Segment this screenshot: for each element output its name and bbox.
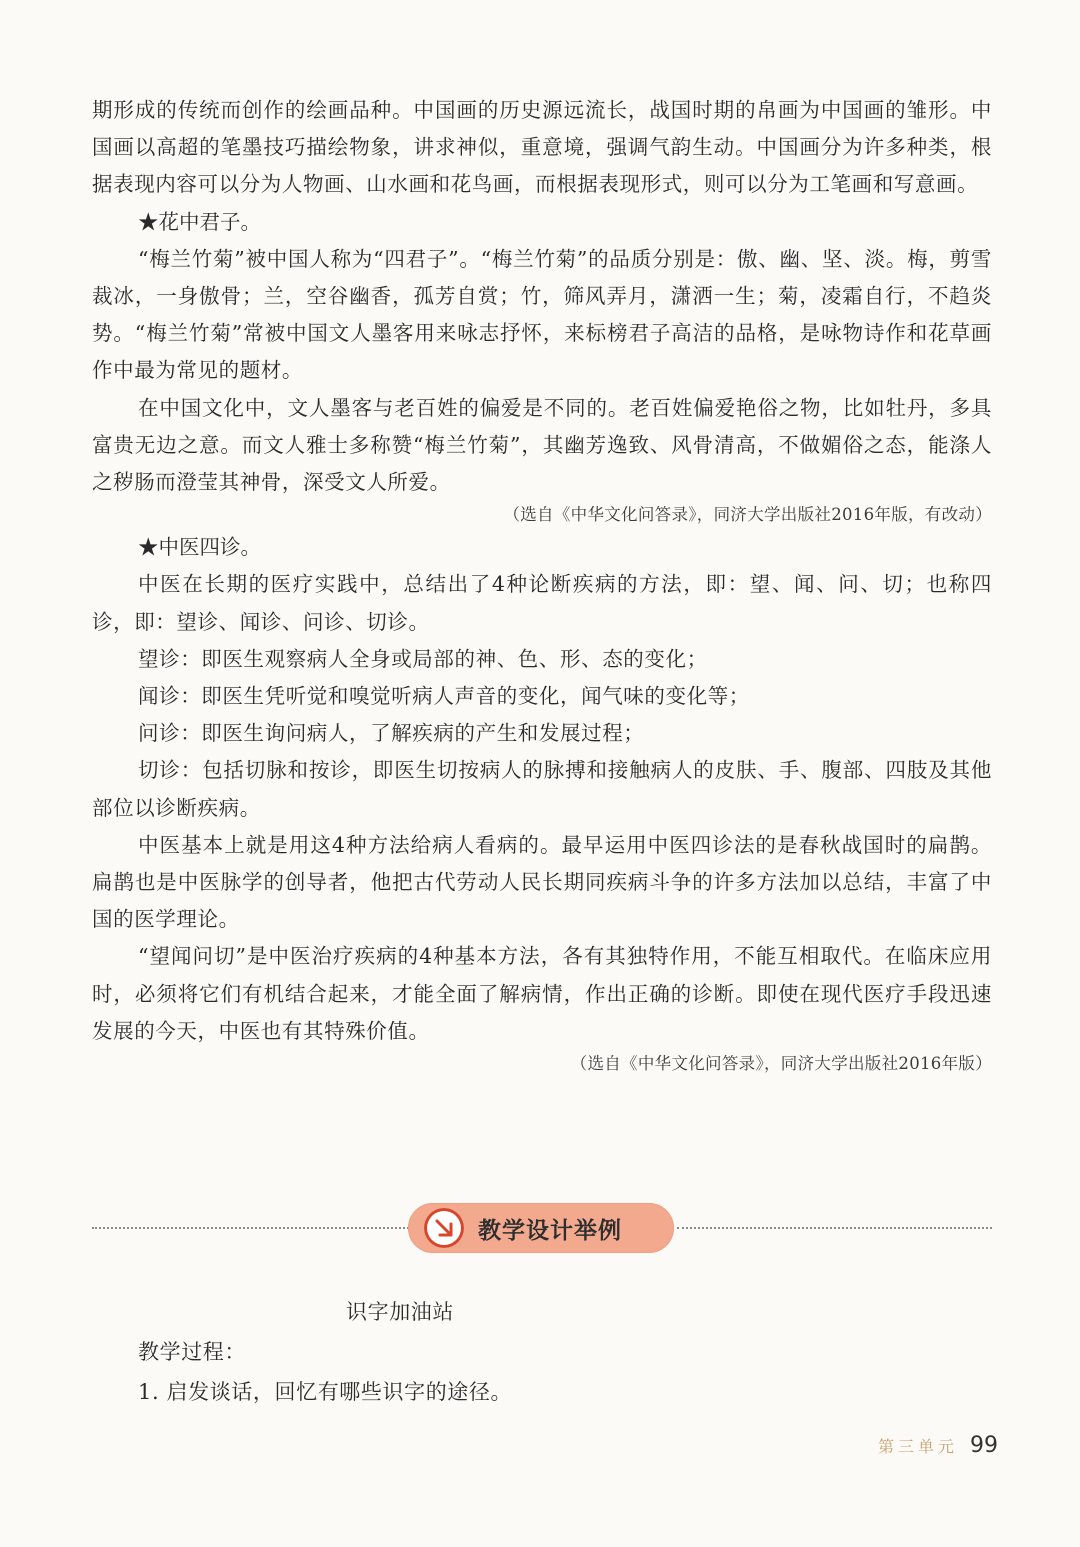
page-number: 99 [970,1433,998,1458]
banner-title: 教学设计举例 [478,1217,622,1244]
paragraph-inspection: 望诊：即医生观察病人全身或局部的神、色、形、态的变化； [138,646,708,671]
section-heading-four-diagnostics: ★中医四诊。 [138,535,261,560]
banner-pill [408,1203,674,1253]
lesson-title: 识字加油站 [346,1300,454,1324]
source-citation-2: （选自《中华文化问答录》，同济大学出版社2016年版） [570,1054,992,1074]
unit-label: 第三单元 [877,1437,958,1456]
arrow-down-right-icon [424,1208,464,1248]
paragraph-chinese-painting: 期形成的传统而创作的绘画品种。中国画的历史源远流长，战国时期的帛画为中国画的雏形。中国画以高超的笔墨技巧描绘物象，讲求神似，重意境，强调气韵生动。中国画分为许多种类，根据表现内容可以分为人物画、山水画和花鸟画，而根据表现形式，则可以分为工笔画和写意画。 [92,98,992,197]
section-heading-flower-gentlemen: ★花中君子。 [138,209,261,234]
paragraph-four-methods: 中医在长期的医疗实践中，总结出了4种论断疾病的方法，即：望、闻、问、切；也称四诊，即：望诊、闻诊、问诊、切诊。 [92,572,992,634]
paragraph-four-gentlemen: “梅兰竹菊”被中国人称为“四君子”。“梅兰竹菊”的品质分别是：傲、幽、坚、淡。梅，剪雪裁冰，一身傲骨；兰，空谷幽香，孤芳自赏；竹，筛风弄月，潇洒一生；菊，凌霜自行，不趋炎势。“梅兰竹菊”常被中国文人墨客用来咏志抒怀，来标榜君子高洁的品格，是咏物诗作和花草画作中最为常见的题材。 [92,246,992,383]
page-footer [878,1433,998,1458]
section-banner [92,1200,992,1258]
source-citation-1: （选自《中华文化问答录》，同济大学出版社2016年版，有改动） [503,505,992,525]
paragraph-literati-preference: 在中国文化中，文人墨客与老百姓的偏爱是不同的。老百姓偏爱艳俗之物，比如牡丹，多具富贵无边之意。而文人雅士多称赞“梅兰竹菊”，其幽芳逸致、风骨清高，不做媚俗之态，能涤人之秽肠而澄莹其神骨，深受文人所爱。 [92,395,992,495]
teaching-step-1: 1. 启发谈话，回忆有哪些识字的途径。 [138,1380,513,1404]
body-text [92,92,992,1078]
paragraph-bian-que: 中医基本上就是用这4种方法给病人看病的。最早运用中医四诊法的是春秋战国时的扁鹊。扁鹊也是中医脉学的创导者，他把古代劳动人民长期同疾病斗争的许多方法加以总结，丰富了中国的医学理论。 [92,832,992,932]
paragraph-four-basics: “望闻问切”是中医治疗疾病的4种基本方法，各有其独特作用，不能互相取代。在临床应用时，必须将它们有机结合起来，才能全面了解病情，作出正确的诊断。即使在现代医疗手段迅速发展的今天，中医也有其特殊价值。 [92,944,992,1043]
paragraph-listening: 闻诊：即医生凭听觉和嗅觉听病人声音的变化，闻气味的变化等； [138,684,750,709]
paragraph-palpation: 切诊：包括切脉和按诊，即医生切按病人的脉搏和接触病人的皮肤、手、腹部、四肢及其他部位以诊断疾病。 [92,758,992,820]
teaching-process-label: 教学过程： [138,1340,246,1364]
dotted-divider-right [677,1227,992,1229]
paragraph-inquiry: 问诊：即医生询问病人，了解疾病的产生和发展过程； [138,721,645,746]
dotted-divider-left [92,1227,412,1229]
